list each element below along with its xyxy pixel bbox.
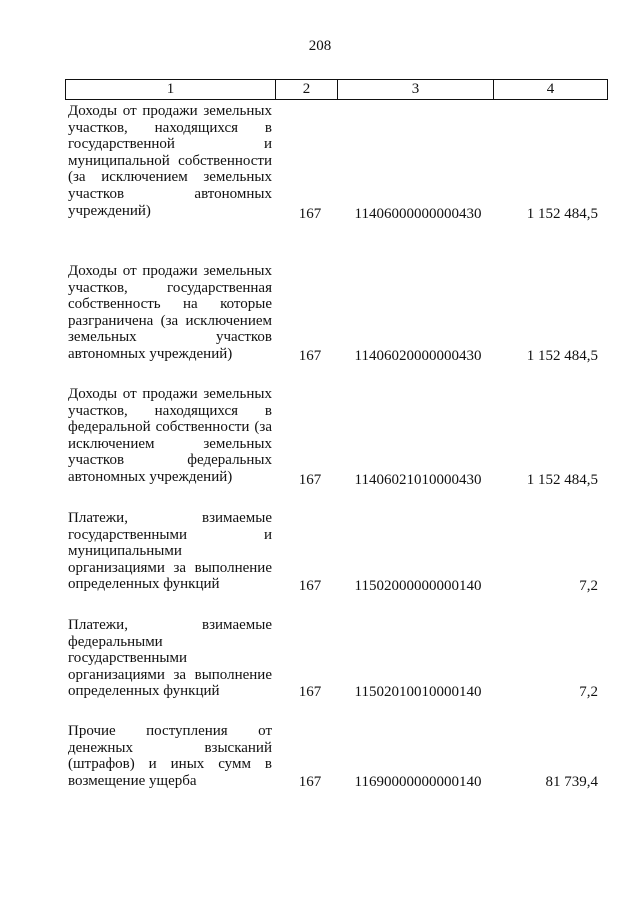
row-description: Прочие поступления от денежных взысканий (штрафов) и иных сумм в возмещение ущерба <box>68 723 272 789</box>
table-header <box>65 79 608 100</box>
header-col-1: 1 <box>66 80 276 99</box>
row-kbk: 11406021010000430 <box>354 472 482 488</box>
header-col-4: 4 <box>546 81 555 97</box>
table-row <box>65 617 608 702</box>
table-row <box>65 103 608 233</box>
row-code: 167 <box>298 348 322 364</box>
row-code: 167 <box>298 206 322 222</box>
row-amount: 81 739,4 <box>545 774 598 790</box>
table-row <box>65 510 608 595</box>
row-description: Платежи, взимаемые государственными и муниципальными организациями за выполнение определенных функций <box>68 510 272 593</box>
row-code: 167 <box>298 684 322 700</box>
row-code: 167 <box>298 774 322 790</box>
row-kbk: 11406000000000430 <box>354 206 482 222</box>
row-code: 167 <box>298 472 322 488</box>
row-description: Доходы от продажи земельных участков, государственная собственность на которые разграничена (за исключением земельных участков автономных учреждений) <box>68 263 272 362</box>
row-amount: 7,2 <box>579 578 598 594</box>
row-kbk: 11502010010000140 <box>354 684 482 700</box>
header-col-2: 2 <box>276 80 338 99</box>
row-kbk: 11690000000000140 <box>354 774 482 790</box>
table-row <box>65 386 608 491</box>
row-kbk: 11502000000000140 <box>354 578 482 594</box>
header-col-3: 3 <box>338 80 494 99</box>
row-amount: 1 152 484,5 <box>526 206 598 222</box>
row-description: Платежи, взимаемые федеральными государственными организациями за выполнение определенных функций <box>68 617 272 700</box>
table-row <box>65 263 608 363</box>
row-code: 167 <box>298 578 322 594</box>
row-amount: 7,2 <box>579 684 598 700</box>
row-description: Доходы от продажи земельных участков, находящихся в государственной и муниципальной собственности (за исключением земельных участков автономных учреждений) <box>68 103 272 219</box>
row-amount: 1 152 484,5 <box>526 472 598 488</box>
page-number: 208 <box>308 38 332 54</box>
table-row <box>65 723 608 793</box>
row-description: Доходы от продажи земельных участков, находящихся в федеральной собственности (за исключением земельных участков федеральных автономных учреждений) <box>68 386 272 485</box>
row-amount: 1 152 484,5 <box>526 348 598 364</box>
row-kbk: 11406020000000430 <box>354 348 482 364</box>
